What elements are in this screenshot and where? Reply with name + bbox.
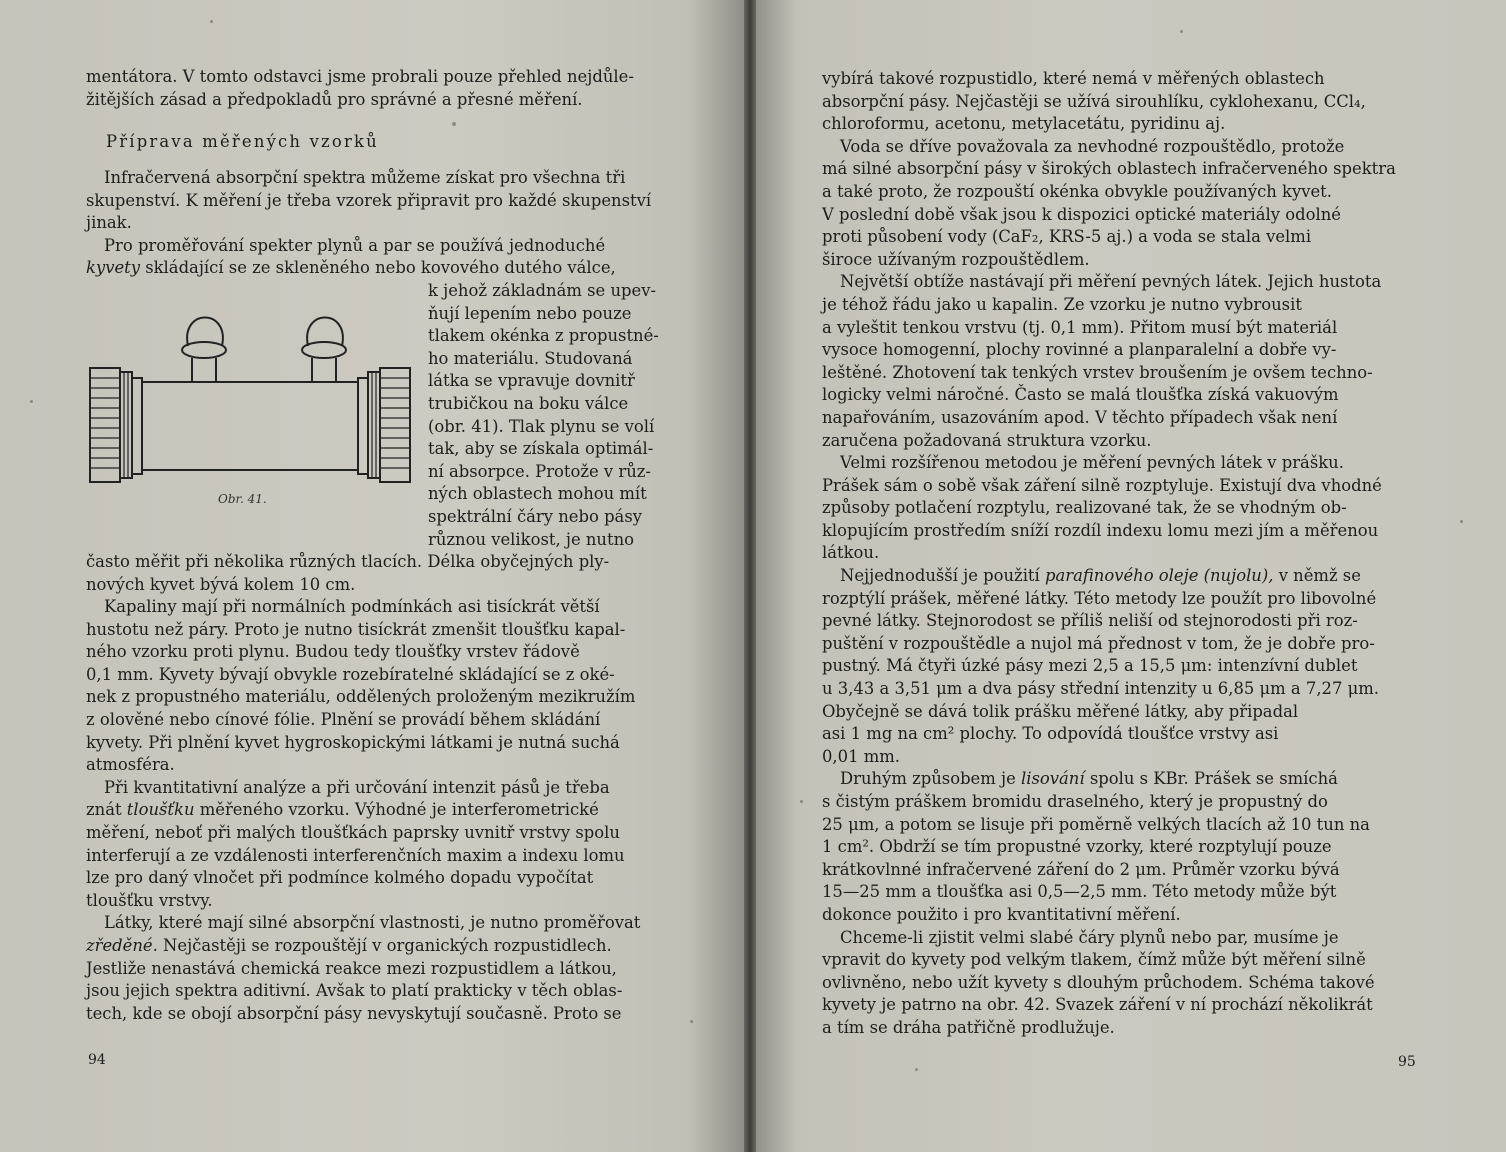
- paper-speck: [690, 1020, 693, 1023]
- text-line: zaručena požadovaná struktura vzorku.: [822, 430, 1152, 450]
- right-inner-lines: [372, 372, 376, 478]
- text-line: ných oblastech mohou mít: [428, 484, 647, 504]
- text-line: kyvety. Při plnění kyvet hygroskopickými látkami je nutná suchá: [86, 732, 620, 752]
- text-line: atmosféra.: [86, 755, 175, 775]
- text-span: v němž se: [1273, 566, 1361, 586]
- page-number-right: 95: [1398, 1054, 1416, 1070]
- left-window-flange: [132, 378, 142, 474]
- paper-speck: [800, 800, 803, 803]
- text-line: 25 μm, a potom se lisuje při poměrně velkých tlacích až 10 tun na: [822, 814, 1370, 834]
- text-line: ní absorpce. Protože v růz-: [428, 461, 651, 481]
- text-line: lze pro daný vlnočet při podmínce kolmého dopadu vypočítat: [86, 868, 594, 888]
- text-line: k jehož základnám se upev-: [428, 281, 656, 300]
- text-line: logicky velmi náročné. Často se malá tloušťka získá vakuovým: [822, 385, 1339, 405]
- right-window-flange: [358, 378, 368, 474]
- text-span: znát: [86, 800, 127, 820]
- text-line: látkou.: [822, 543, 880, 563]
- text-line: Jestliže nenastává chemická reakce mezi rozpustidlem a látkou,: [86, 958, 617, 978]
- text-line: Látky, které mají silné absorpční vlastnosti, je nutno proměřovat: [104, 913, 641, 933]
- text-line: je téhož řádu jako u kapalin. Ze vzorku je nutno vybrousit: [822, 294, 1302, 314]
- text-line: Při kvantitativní analýze a při určování intenzit pásů je třeba: [104, 777, 610, 797]
- text-line: Pro proměřování spekter plynů a par se používá jednoduché: [104, 235, 606, 255]
- figure-caption: Obr. 41.: [218, 492, 267, 506]
- text-span: Nejjednodušší je použití: [840, 566, 1045, 586]
- left-wrap-column: [428, 280, 674, 551]
- text-line: klopujícím prostředím sníží rozdíl indexu lomu mezi jím a měřenou: [822, 520, 1379, 540]
- paper-speck: [452, 122, 456, 126]
- text-line: absorpční pásy. Nejčastěji se užívá sirouhlíku, cyklohexanu, CCl₄,: [822, 91, 1366, 111]
- paper-speck: [210, 20, 213, 23]
- italic-term: tloušťku: [126, 800, 195, 820]
- paper-speck: [915, 1068, 918, 1071]
- text-line: pevné látky. Stejnorodost se příliš neliší od stejnorodosti při roz-: [822, 611, 1358, 631]
- page-number-left: 94: [88, 1052, 106, 1068]
- cell-tube: [142, 382, 358, 470]
- paper-speck: [1460, 520, 1463, 523]
- text-line: interferují a ze vzdálenosti interferenčních maxim a indexu lomu: [86, 845, 625, 865]
- text-line: Voda se dříve považovala za nevhodné rozpouštědlo, protože: [840, 136, 1345, 156]
- text-line: žitějších zásad a předpokladů pro správné a přesné měření.: [86, 89, 583, 109]
- text-line: jsou jejich spektra aditivní. Avšak to platí prakticky v těch oblas-: [86, 981, 623, 1001]
- text-line: tloušťku vrstvy.: [86, 890, 213, 910]
- text-line: 1 cm². Obdrží se tím propustné vzorky, které rozptylují pouze: [822, 837, 1332, 857]
- text-line: vybírá takové rozpustidlo, které nemá v měřených oblastech: [822, 69, 1325, 88]
- text-line: u 3,43 a 3,51 μm a dva pásy střední intenzity u 6,85 μm a 7,27 μm.: [822, 679, 1380, 699]
- text-line: Chceme-li zjistit velmi slabé čáry plynů nebo par, musíme je: [840, 927, 1339, 947]
- text-line: krátkovlnné infračervené záření do 2 μm. Průměr vzorku bývá: [822, 859, 1340, 879]
- left-window-inner: [120, 372, 132, 478]
- book-gutter: [744, 0, 756, 1152]
- right-neck: [312, 358, 336, 382]
- text-line: asi 1 mg na cm² plochy. To odpovídá tloušťce vrstvy asi: [822, 724, 1279, 744]
- text-line: a tím se dráha patřičně prodlužuje.: [822, 1017, 1115, 1037]
- paper-speck: [30, 400, 33, 403]
- text-line: Kapaliny mají při normálních podmínkách asi tisíckrát větší: [104, 597, 600, 616]
- text-line: jinak.: [86, 213, 132, 233]
- paper-speck: [1180, 30, 1183, 33]
- text-line: mentátora. V tomto odstavci jsme probrali pouze přehled nejdůle-: [86, 67, 634, 86]
- text-span: měřeného vzorku. Výhodné je interferometrické: [194, 800, 599, 820]
- text-line: chloroformu, acetonu, metylacetátu, pyridinu aj.: [822, 114, 1226, 134]
- text-line: Největší obtíže nastávají při měření pevných látek. Jejich hustota: [840, 272, 1382, 292]
- text-span: Nejčastěji se rozpouštějí v organických rozpustidlech.: [157, 935, 612, 955]
- text-line: 0,1 mm. Kyvety bývají obvykle rozebíratelné skládající se z oké-: [86, 664, 615, 684]
- text-line: různou velikost, je nutno: [428, 529, 634, 549]
- figure-gas-cell: [84, 306, 420, 507]
- text-line: nek z propustného materiálu, oddělených proloženým mezikružím: [86, 687, 636, 707]
- text-span: skládající se ze skleněného nebo kovového dutého válce,: [140, 258, 616, 278]
- text-line: Obyčejně se dává tolik prášku měřené látky, aby připadal: [822, 701, 1299, 721]
- text-line: často měřit při několika různých tlacích. Délka obyčejných ply-: [86, 552, 610, 571]
- italic-term: lisování: [1021, 769, 1085, 789]
- text-line: tlakem okénka z propustné-: [428, 326, 659, 346]
- left-inner-lines: [124, 372, 128, 478]
- italic-term: kyvety: [86, 258, 140, 278]
- text-line: látka se vpravuje dovnitř: [428, 371, 635, 391]
- text-line: (obr. 41). Tlak plynu se volí: [428, 416, 655, 436]
- right-column: [822, 68, 1416, 1040]
- text-line: ňují lepením nebo pouze: [428, 303, 632, 323]
- text-line: široce užívaným rozpouštědlem.: [822, 249, 1090, 269]
- text-line: proti působení vody (CaF₂, KRS-5 aj.) a voda se stala velmi: [822, 227, 1312, 247]
- text-line: a vyleštit tenkou vrstvu (tj. 0,1 mm). Přitom musí být materiál: [822, 317, 1338, 337]
- text-line: ovlivněno, nebo užít kyvety s dlouhým průchodem. Schéma takové: [822, 972, 1375, 992]
- text-line: dokonce použito i pro kvantitativní měření.: [822, 904, 1181, 924]
- text-line: tak, aby se získala optimál-: [428, 439, 654, 459]
- text-line: vysoce homogenní, plochy rovinné a planparalelní a dobře vy-: [822, 340, 1337, 360]
- text-line: puštění v rozpouštědle a nujol má přednost v tom, že je dobře pro-: [822, 633, 1375, 653]
- text-span: spolu s KBr. Prášek se smíchá: [1084, 769, 1338, 789]
- text-line: 15—25 mm a tloušťka asi 0,5—2,5 mm. Této metody může být: [822, 882, 1337, 902]
- text-line: V poslední době však jsou k dispozici optické materiály odolné: [822, 204, 1341, 224]
- right-window-inner: [368, 372, 380, 478]
- text-line: má silné absorpční pásy v širokých oblastech infračerveného spektra: [822, 159, 1396, 179]
- text-span: Druhým způsobem je: [840, 769, 1022, 789]
- left-neck: [192, 358, 216, 382]
- text-line: vpravit do kyvety pod velkým tlakem, čímž může být měření silně: [822, 950, 1366, 970]
- text-line: ného vzorku proti plynu. Budou tedy tloušťky vrstev řádově: [86, 642, 580, 662]
- left-hatching: [90, 378, 120, 468]
- left-window-outer: [90, 368, 120, 482]
- text-line: skupenství. K měření je třeba vzorek připravit pro každé skupenství: [86, 190, 652, 210]
- text-line: tech, kde se obojí absorpční pásy nevyskytují současně. Proto se: [86, 1003, 622, 1023]
- right-hatching: [380, 378, 410, 468]
- text-line: leštěné. Zhotovení tak tenkých vrstev broušením je ovšem techno-: [822, 362, 1373, 382]
- left-para-liquids: [86, 596, 674, 1025]
- text-line: rozptýlí prášek, měřené látky. Této metody lze použít pro libovolné: [822, 588, 1377, 608]
- text-line: způsoby potlačení rozptylu, realizované tak, že se vhodným ob-: [822, 498, 1347, 518]
- text-line: měření, neboť při malých tloušťkách paprsky uvnitř vrstvy spolu: [86, 822, 620, 842]
- text-line: spektrální čáry nebo pásy: [428, 506, 642, 526]
- text-line: [86, 257, 674, 280]
- text-line: 0,01 mm.: [822, 746, 900, 766]
- text-line: [86, 935, 674, 958]
- text-line: [822, 768, 1416, 791]
- text-line: z olověné nebo cínové fólie. Plnění se provádí během skládání: [86, 709, 601, 729]
- gas-cell-diagram: [84, 306, 420, 502]
- text-line: ho materiálu. Studovaná: [428, 348, 633, 368]
- text-line: Infračervená absorpční spektra můžeme získat pro všechna tři: [104, 168, 626, 187]
- right-window-outer: [380, 368, 410, 482]
- section-heading: Příprava měřených vzorků: [106, 132, 379, 151]
- left-intro: [86, 66, 674, 111]
- text-line: Velmi rozšířenou metodou je měření pevných látek v prášku.: [840, 453, 1344, 473]
- italic-term: zředěné.: [86, 935, 158, 955]
- text-line: [822, 565, 1416, 588]
- text-line: napařováním, usazováním apod. V těchto případech však není: [822, 407, 1338, 427]
- left-para-gas-end: [86, 551, 674, 596]
- text-line: a také proto, že rozpouští okénka obvykle používaných kyvet.: [822, 181, 1332, 201]
- italic-term: parafinového oleje (nujolu),: [1044, 566, 1274, 586]
- text-line: nových kyvet bývá kolem 10 cm.: [86, 574, 356, 594]
- text-line: [86, 799, 674, 822]
- text-line: kyvety je patrno na obr. 42. Svazek záření v ní prochází několikrát: [822, 995, 1373, 1015]
- text-line: trubičkou na boku válce: [428, 393, 629, 413]
- text-line: s čistým práškem bromidu draselného, který je propustný do: [822, 792, 1328, 811]
- left-para-states: [86, 167, 674, 280]
- text-line: hustotu než páry. Proto je nutno tisíckrát zmenšit tloušťku kapal-: [86, 619, 626, 639]
- text-line: pustný. Má čtyři úzké pásy mezi 2,5 a 15,5 μm: intenzívní dublet: [822, 656, 1358, 676]
- text-line: Prášek sám o sobě však záření silně rozptyluje. Existují dva vhodné: [822, 475, 1382, 495]
